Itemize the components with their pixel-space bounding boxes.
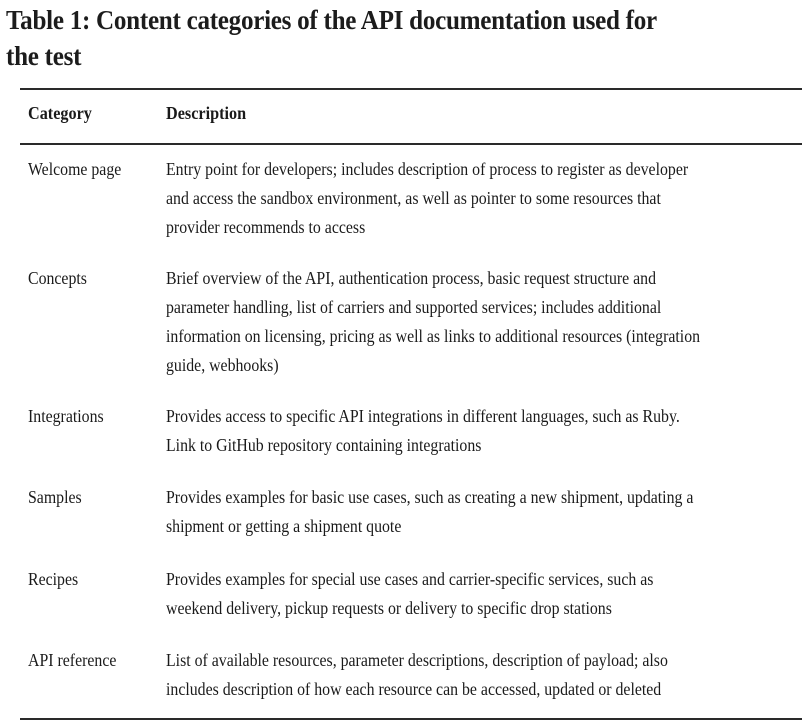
table-bottom-rule	[20, 718, 802, 720]
description-line: information on licensing, pricing as well as links to additional resources (integration	[166, 326, 701, 346]
row-category: Concepts	[28, 268, 87, 288]
row-category: Recipes	[28, 569, 79, 589]
row-description	[166, 402, 782, 460]
row-category: Samples	[28, 487, 82, 507]
row-category: Integrations	[28, 406, 104, 426]
row-description	[166, 646, 782, 704]
description-line: Provides examples for basic use cases, such as creating a new shipment, updating a	[166, 487, 694, 507]
description-line: List of available resources, parameter descriptions, description of payload; also	[166, 650, 668, 670]
row-category: API reference	[28, 650, 117, 670]
description-line: provider recommends to access	[166, 217, 366, 237]
row-description	[166, 264, 782, 380]
row-category: Welcome page	[28, 159, 122, 179]
description-line: Brief overview of the API, authentication process, basic request structure and	[166, 268, 657, 288]
description-line: Entry point for developers; includes description of process to register as developer	[166, 159, 689, 179]
description-line: Link to GitHub repository containing integrations	[166, 435, 482, 455]
table-caption	[6, 2, 750, 74]
table-header-rule	[20, 143, 802, 145]
description-line: guide, webhooks)	[166, 355, 279, 375]
description-line: Provides access to specific API integrations in different languages, such as Ruby.	[166, 406, 680, 426]
row-description	[166, 483, 782, 541]
table-top-rule	[20, 88, 802, 90]
description-line: includes description of how each resource can be accessed, updated or deleted	[166, 679, 662, 699]
description-line: weekend delivery, pickup requests or delivery to specific drop stations	[166, 598, 612, 618]
row-description	[166, 565, 782, 623]
caption-line-1: Table 1: Content categories of the API documentation used for	[6, 5, 657, 35]
row-description	[166, 155, 782, 242]
description-line: Provides examples for special use cases and carrier-specific services, such as	[166, 569, 654, 589]
caption-line-2: the test	[6, 41, 82, 71]
description-line: parameter handling, list of carriers and supported services; includes additional	[166, 297, 662, 317]
header-category: Category	[28, 103, 92, 123]
description-line: and access the sandbox environment, as well as pointer to some resources that	[166, 188, 661, 208]
description-line: shipment or getting a shipment quote	[166, 516, 402, 536]
header-description: Description	[166, 103, 247, 123]
